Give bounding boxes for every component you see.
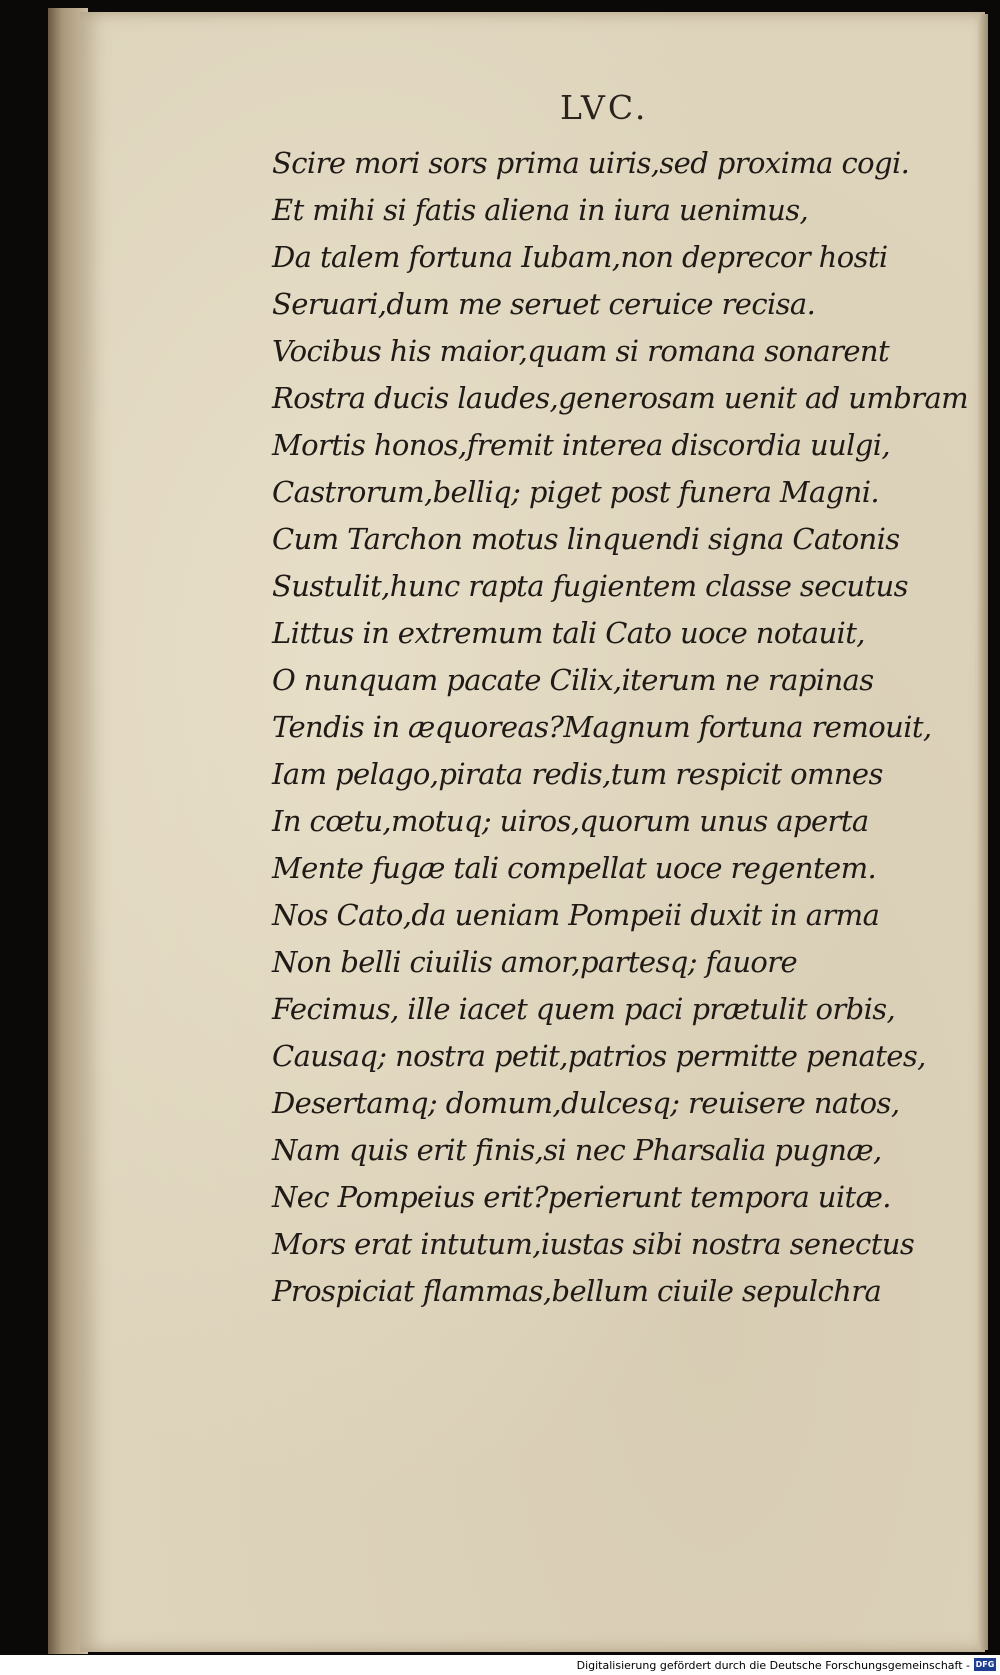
verse-line: In cœtu,motuq; uiros,quorum unus aperta <box>272 804 869 838</box>
verse-line: Vocibus his maior,quam si romana sonarent <box>272 334 890 368</box>
verse-line: Mors erat intutum,iustas sibi nostra senectus <box>272 1227 915 1261</box>
verse-line: Da talem fortuna Iubam,non deprecor hosti <box>272 240 888 274</box>
verse-line: Et mihi si fatis aliena in iura uenimus, <box>272 193 809 227</box>
verse-line: Fecimus, ille iacet quem paci prætulit orbis, <box>272 992 896 1026</box>
verse-line: Nam quis erit finis,si nec Pharsalia pugnæ, <box>272 1133 882 1167</box>
verse-line: Non belli ciuilis amor,partesq; fauore <box>272 945 798 979</box>
verse-line: Cum Tarchon motus linquendi signa Catonis <box>272 522 900 556</box>
verse-line: Mente fugæ tali compellat uoce regentem. <box>272 851 877 885</box>
verse-line: Prospiciat flammas,bellum ciuile sepulchra <box>272 1274 882 1308</box>
verse-text-block <box>272 140 969 1315</box>
verse-line: Iam pelago,pirata redis,tum respicit omnes <box>272 757 883 791</box>
page-right-edge <box>978 14 988 1650</box>
verse-line: Nec Pompeius erit?perierunt tempora uitæ. <box>272 1180 891 1214</box>
dfg-logo-icon: DFG <box>975 1660 995 1669</box>
verse-line: Littus in extremum tali Cato uoce notauit, <box>272 616 865 650</box>
verse-line: Nos Cato,da ueniam Pompeii duxit in arma <box>272 898 880 932</box>
verse-line: Causaq; nostra petit,patrios permitte penates, <box>272 1039 926 1073</box>
verse-line: Mortis honos,fremit interea discordia uulgi, <box>272 428 891 462</box>
verse-line: Rostra ducis laudes,generosam uenit ad umbram <box>272 381 969 415</box>
digitization-credit: Digitalisierung gefördert durch die Deutsche Forschungsgemeinschaft - <box>576 1659 970 1672</box>
running-header: LVC. <box>560 88 649 127</box>
verse-line: Castrorum,belliq; piget post funera Magni. <box>272 475 880 509</box>
verse-line: O nunquam pacate Cilix,iterum ne rapinas <box>272 663 874 697</box>
verse-line: Tendis in æquoreas?Magnum fortuna remouit, <box>272 710 932 744</box>
verse-line: Sustulit,hunc rapta fugientem classe secutus <box>272 569 908 603</box>
verse-line: Seruari,dum me seruet ceruice recisa. <box>272 287 816 321</box>
verse-line: Scire mori sors prima uiris,sed proxima cogi. <box>272 146 910 180</box>
verse-line: Desertamq; domum,dulcesq; reuisere natos, <box>272 1086 900 1120</box>
